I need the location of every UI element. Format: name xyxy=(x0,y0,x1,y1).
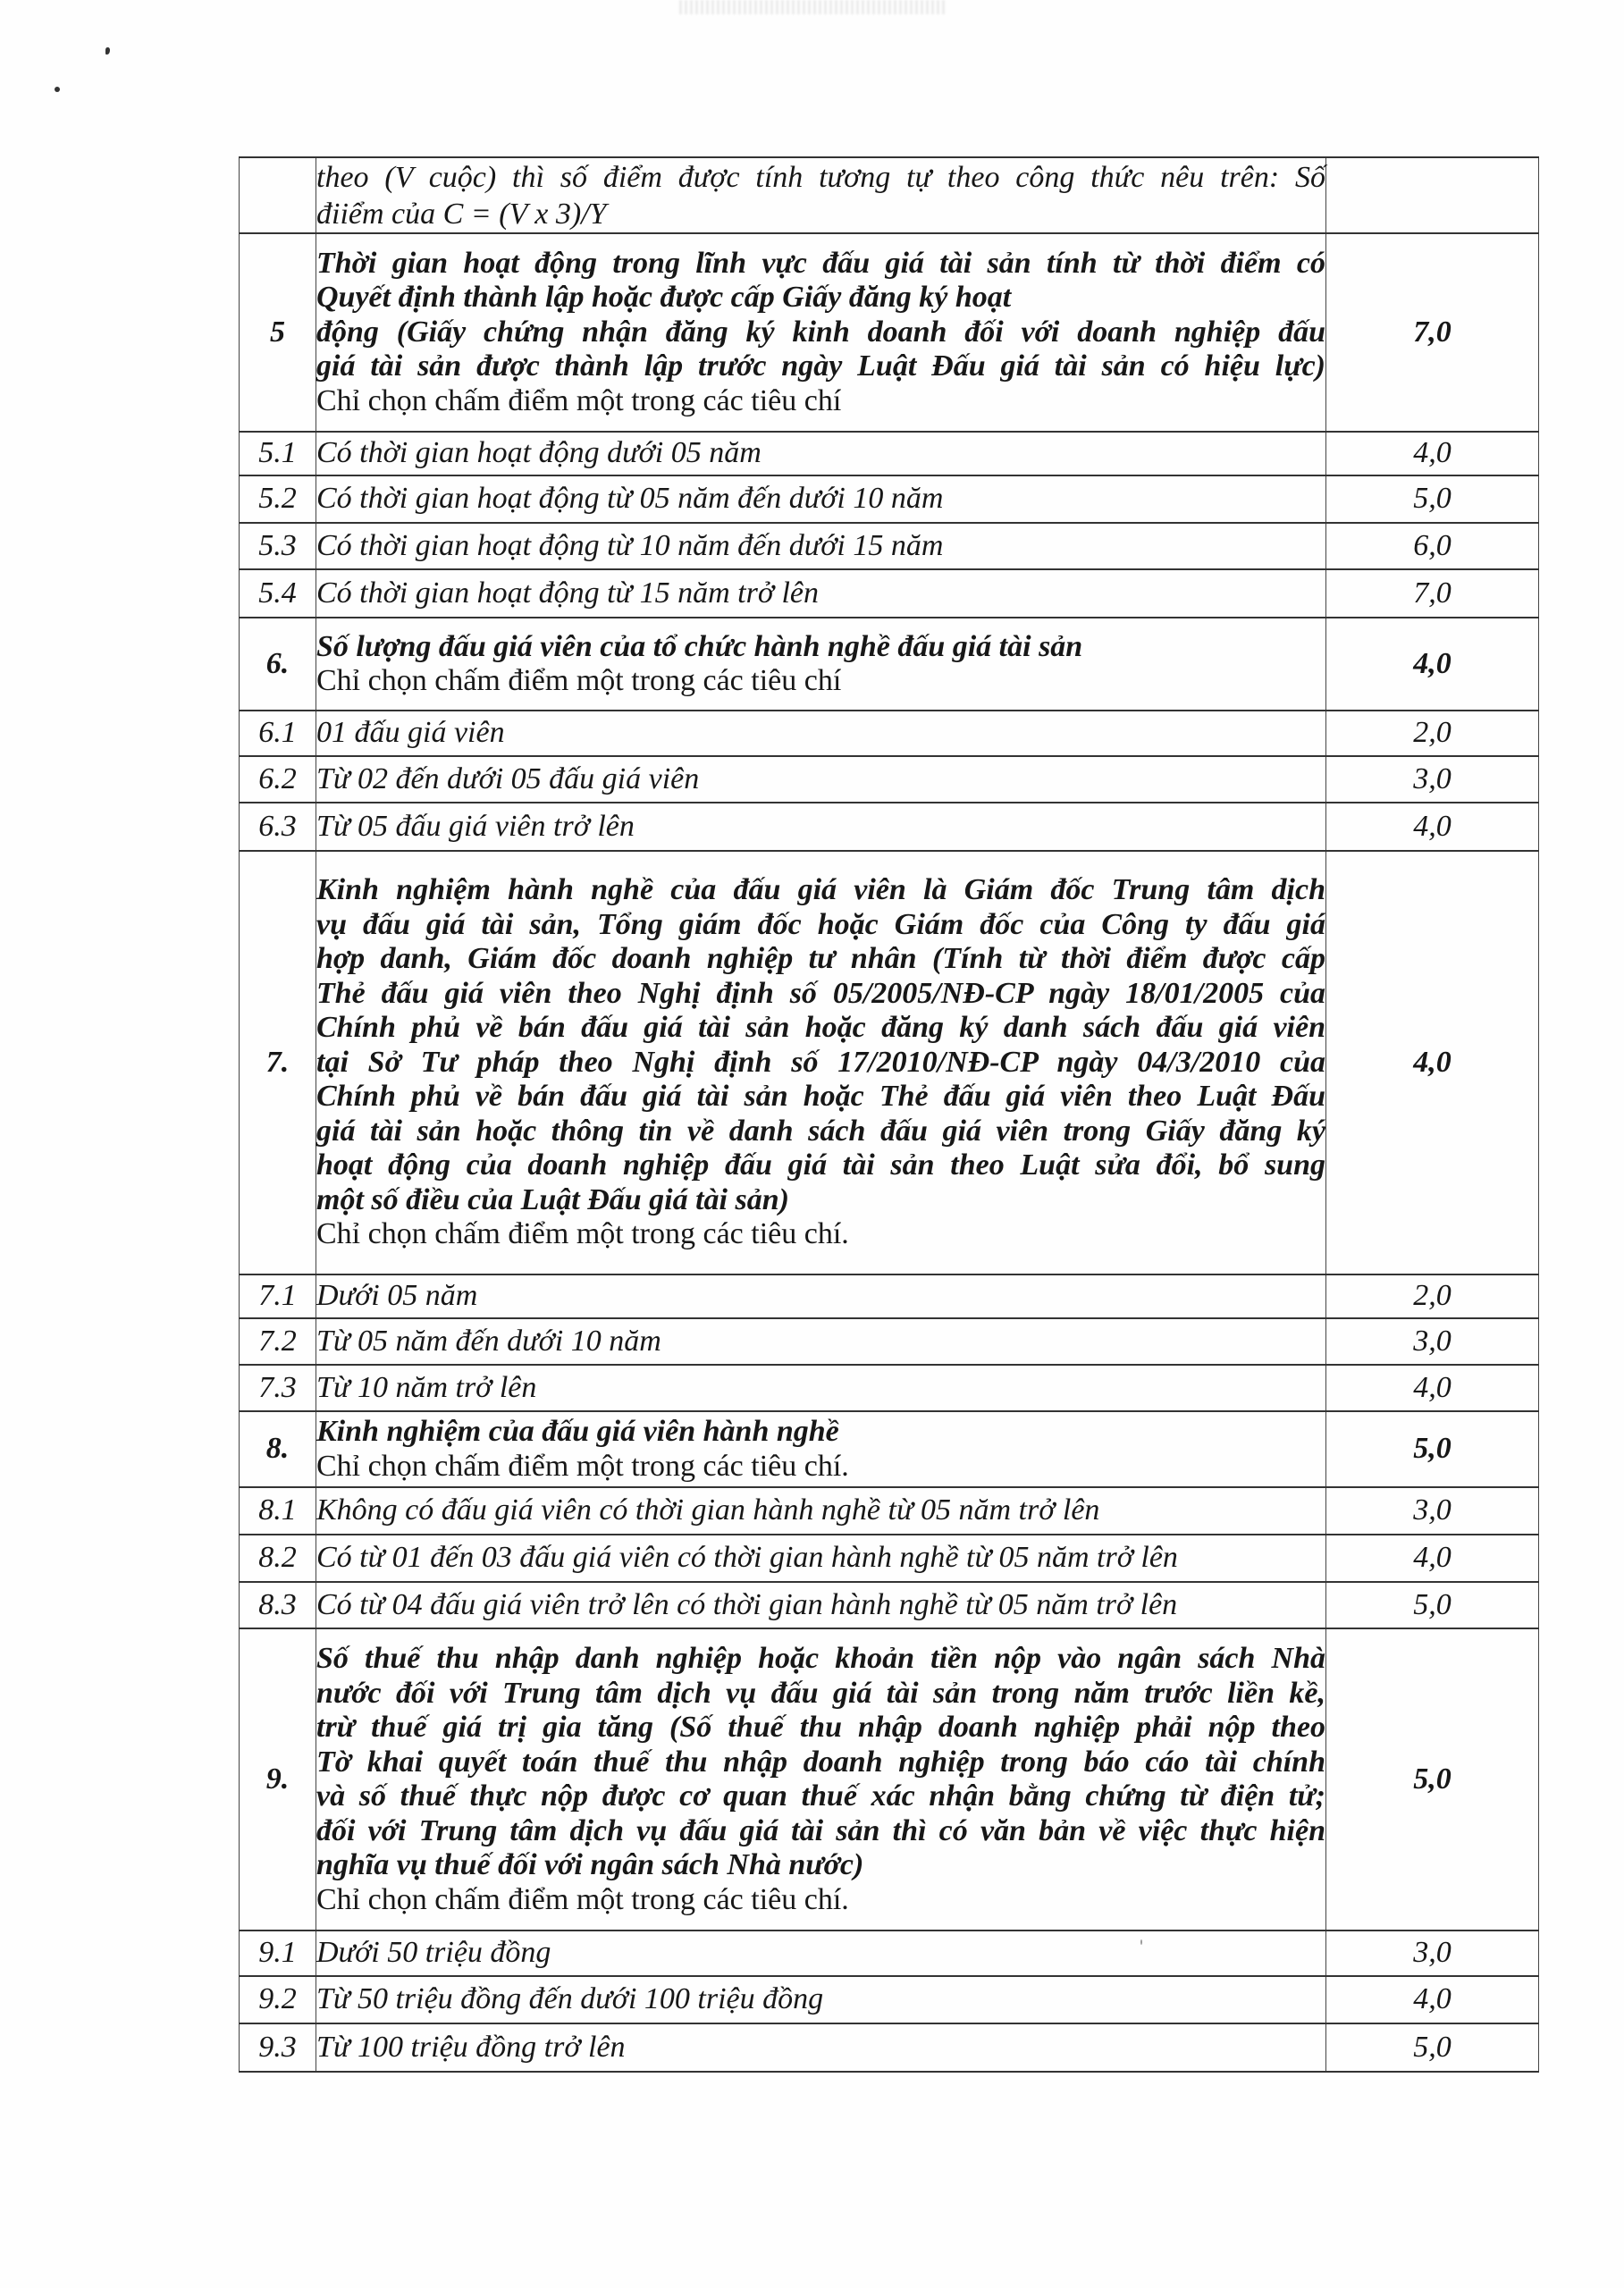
sub-criterion-row xyxy=(240,1365,1539,1411)
sub-criterion-text xyxy=(316,2023,1326,2072)
criterion-row xyxy=(240,1411,1539,1487)
sub-criterion-row xyxy=(240,1582,1539,1628)
sub-criterion-text xyxy=(316,475,1326,523)
criterion-title-line: động (Giấy chứng nhận đăng ký kinh doanh đối với doanh nghiệp đấu xyxy=(316,315,1325,349)
criterion-row xyxy=(240,618,1539,711)
criterion-text xyxy=(316,1628,1326,1930)
criterion-title-line: Kinh nghiệm của đấu giá viên hành nghề xyxy=(316,1415,839,1448)
scoring-criteria-table xyxy=(239,156,1539,2073)
text-line: Có từ 01 đến 03 đấu giá viên có thời gian hành nghề từ 05 năm trở lên xyxy=(316,1541,1178,1575)
criterion-note: Chỉ chọn chấm điểm một trong các tiêu chí xyxy=(316,383,842,417)
criterion-number: 7. xyxy=(240,851,316,1274)
text-line: Có thời gian hoạt động từ 05 năm đến dưới 10 năm xyxy=(316,482,944,516)
sub-criterion-number: 8.2 xyxy=(240,1535,316,1582)
sub-criterion-text xyxy=(316,803,1326,851)
criterion-title-line: giá tài sản được thành lập trước ngày Luật Đấu giá tài sản có hiệu lực) xyxy=(316,349,1325,383)
sub-criterion-number: 5.3 xyxy=(240,523,316,569)
criterion-row xyxy=(240,1628,1539,1930)
criterion-title-line: tại Sở Tư pháp theo Nghị định số 17/2010/NĐ-CP ngày 04/3/2010 của xyxy=(316,1045,1325,1079)
criterion-number: 6. xyxy=(240,618,316,711)
text-line: Có thời gian hoạt động từ 10 năm đến dưới 15 năm xyxy=(316,528,944,562)
sub-criterion-row xyxy=(240,475,1539,523)
text-line: theo (V cuộc) thì số điểm được tính tương tự theo công thức nêu trên: Số xyxy=(316,160,1325,194)
sub-criterion-text xyxy=(316,1487,1326,1535)
score-cell: 5,0 xyxy=(1326,2023,1539,2072)
score-cell: 3,0 xyxy=(1326,1318,1539,1365)
sub-criterion-row xyxy=(240,523,1539,569)
score-cell: 4,0 xyxy=(1326,803,1539,851)
sub-criterion-text xyxy=(316,1535,1326,1582)
score-cell: 4,0 xyxy=(1326,1535,1539,1582)
scan-speck xyxy=(105,47,110,55)
score-cell: 7,0 xyxy=(1326,569,1539,618)
text-line: Từ 100 triệu đồng trở lên xyxy=(316,2030,626,2064)
criterion-text xyxy=(316,233,1326,432)
max-score: 5,0 xyxy=(1326,1411,1539,1487)
criterion-title-line: nghĩa vụ thuế đối với ngân sách Nhà nước) xyxy=(316,1848,864,1881)
sub-criterion-number: 6.1 xyxy=(240,711,316,756)
sub-criterion-number: 7.3 xyxy=(240,1365,316,1411)
sub-criterion-text xyxy=(316,1318,1326,1365)
criterion-number: 5 xyxy=(240,233,316,432)
sub-criterion-row xyxy=(240,1487,1539,1535)
sub-criterion-text xyxy=(316,1930,1326,1976)
criterion-note: Chỉ chọn chấm điểm một trong các tiêu chí. xyxy=(316,1217,849,1251)
criterion-title-line: trừ thuế giá trị gia tăng (Số thuế thu nhập doanh nghiệp phải nộp theo xyxy=(316,1711,1325,1744)
sub-criterion-row xyxy=(240,803,1539,851)
criterion-title-line: Kinh nghiệm hành nghề của đấu giá viên là Giám đốc Trung tâm dịch xyxy=(316,873,1325,907)
sub-criterion-number: 5.1 xyxy=(240,432,316,475)
criterion-title-line: đối với Trung tâm dịch vụ đấu giá tài sản thì có văn bản về việc thực hiện xyxy=(316,1813,1325,1847)
text-line: Dưới 50 triệu đồng xyxy=(316,1936,551,1970)
sub-criterion-number: 6.3 xyxy=(240,803,316,851)
criterion-number: 8. xyxy=(240,1411,316,1487)
sub-criterion-row xyxy=(240,1318,1539,1365)
text-line: Từ 05 đấu giá viên trở lên xyxy=(316,809,635,843)
sub-criterion-number: 7.1 xyxy=(240,1274,316,1318)
score-cell: 5,0 xyxy=(1326,475,1539,523)
criterion-title-line: vụ đấu giá tài sản, Tổng giám đốc hoặc Giám đốc của Công ty đấu giá xyxy=(316,907,1325,941)
sub-criterion-text xyxy=(316,756,1326,803)
sub-criterion-number: 9.1 xyxy=(240,1930,316,1976)
sub-criterion-number: 8.1 xyxy=(240,1487,316,1535)
score-cell xyxy=(1326,157,1539,233)
text-line: Từ 50 triệu đồng đến dưới 100 triệu đồng xyxy=(316,1982,824,2016)
sub-criterion-row xyxy=(240,756,1539,803)
sub-criterion-row xyxy=(240,432,1539,475)
sub-criterion-number: 5.4 xyxy=(240,569,316,618)
text-line: Có từ 04 đấu giá viên trở lên có thời gian hành nghề từ 05 năm trở lên xyxy=(316,1587,1178,1621)
criterion-text xyxy=(316,618,1326,711)
text-line: điiểm của C = (V x 3)/Y xyxy=(316,197,607,231)
score-cell: 2,0 xyxy=(1326,1274,1539,1318)
sub-criterion-number: 9.2 xyxy=(240,1976,316,2023)
text-line: Từ 02 đến dưới 05 đấu giá viên xyxy=(316,761,700,795)
text-line: Từ 10 năm trở lên xyxy=(316,1370,537,1404)
sub-criterion-row xyxy=(240,1976,1539,2023)
criterion-note: Chỉ chọn chấm điểm một trong các tiêu chí xyxy=(316,664,842,697)
max-score: 4,0 xyxy=(1326,851,1539,1274)
sub-criterion-number: 6.2 xyxy=(240,756,316,803)
text-line: Dưới 05 năm xyxy=(316,1279,478,1313)
criterion-title-line: Số thuế thu nhập danh nghiệp hoặc khoản tiền nộp vào ngân sách Nhà xyxy=(316,1642,1325,1675)
sub-criterion-text xyxy=(316,1582,1326,1628)
sub-criterion-text xyxy=(316,432,1326,475)
sub-criterion-text xyxy=(316,523,1326,569)
criterion-title-line: Tờ khai quyết toán thuế thu nhập doanh nghiệp trong báo cáo tài chính xyxy=(316,1745,1325,1779)
text-line: Từ 05 năm đến dưới 10 năm xyxy=(316,1324,661,1358)
sub-criterion-number: 5.2 xyxy=(240,475,316,523)
text-line: Có thời gian hoạt động dưới 05 năm xyxy=(316,436,762,470)
criterion-text xyxy=(316,1411,1326,1487)
sub-criterion-row xyxy=(240,2023,1539,2072)
scan-bleed-through xyxy=(679,0,947,14)
sub-criterion-number: 9.3 xyxy=(240,2023,316,2072)
sub-criterion-text xyxy=(316,711,1326,756)
sub-criterion-row xyxy=(240,711,1539,756)
criterion-title-line: và số thuế thực nộp được cơ quan thuế xác nhận bằng chứng từ điện tử; xyxy=(316,1779,1325,1813)
criterion-row xyxy=(240,851,1539,1274)
text-line: 01 đấu giá viên xyxy=(316,716,505,750)
max-score: 4,0 xyxy=(1326,618,1539,711)
criterion-text xyxy=(316,851,1326,1274)
score-cell: 2,0 xyxy=(1326,711,1539,756)
score-cell: 4,0 xyxy=(1326,1976,1539,2023)
score-cell: 5,0 xyxy=(1326,1582,1539,1628)
max-score: 5,0 xyxy=(1326,1628,1539,1930)
score-cell: 4,0 xyxy=(1326,1365,1539,1411)
continuation-row xyxy=(240,157,1539,233)
criterion-title-line: Chính phủ về bán đấu giá tài sản hoặc đăng ký danh sách đấu giá viên xyxy=(316,1011,1325,1045)
sub-criterion-row xyxy=(240,1535,1539,1582)
criterion-title-line: hợp danh, Giám đốc doanh nghiệp tư nhân (Tính từ thời điểm được cấp xyxy=(316,942,1325,976)
sub-criterion-text xyxy=(316,1274,1326,1318)
criterion-number: 9. xyxy=(240,1628,316,1930)
criterion-title-line: giá tài sản hoặc thông tin về danh sách đấu giá viên trong Giấy đăng ký xyxy=(316,1114,1325,1148)
sub-criterion-text xyxy=(316,1365,1326,1411)
criterion-title-line: nước đối với Trung tâm dịch vụ đấu giá tài sản trong năm trước liền kề, xyxy=(316,1676,1325,1710)
score-cell: 4,0 xyxy=(1326,432,1539,475)
max-score: 7,0 xyxy=(1326,233,1539,432)
criterion-text xyxy=(316,157,1326,233)
sub-criterion-text xyxy=(316,1976,1326,2023)
sub-criterion-number: 7.2 xyxy=(240,1318,316,1365)
criterion-title-line: Số lượng đấu giá viên của tổ chức hành nghề đấu giá tài sản xyxy=(316,629,1083,663)
text-line: Có thời gian hoạt động từ 15 năm trở lên xyxy=(316,576,820,610)
criterion-title-line: Thời gian hoạt động trong lĩnh vực đấu giá tài sản tính từ thời điểm có xyxy=(316,246,1325,280)
scan-speck xyxy=(55,87,60,92)
criterion-note: Chỉ chọn chấm điểm một trong các tiêu chí. xyxy=(316,1882,849,1916)
sub-criterion-text xyxy=(316,569,1326,618)
criterion-note: Chỉ chọn chấm điểm một trong các tiêu chí. xyxy=(316,1449,849,1483)
sub-criterion-row xyxy=(240,1930,1539,1976)
criterion-title-line: hoạt động của doanh nghiệp đấu giá tài sản theo Luật sửa đổi, bổ sung xyxy=(316,1148,1325,1182)
sub-criterion-number: 8.3 xyxy=(240,1582,316,1628)
criterion-title-line: một số điều của Luật Đấu giá tài sản) xyxy=(316,1182,789,1216)
score-cell: 3,0 xyxy=(1326,756,1539,803)
row-number xyxy=(240,157,316,233)
criterion-row xyxy=(240,233,1539,432)
criterion-title-line: Quyết định thành lập hoặc được cấp Giấy đăng ký hoạt xyxy=(316,281,1012,315)
criterion-title-line: Thẻ đấu giá viên theo Nghị định số 05/2005/NĐ-CP ngày 18/01/2005 của xyxy=(316,976,1325,1010)
text-line: Không có đấu giá viên có thời gian hành nghề từ 05 năm trở lên xyxy=(316,1493,1100,1527)
sub-criterion-row xyxy=(240,1274,1539,1318)
score-cell: 6,0 xyxy=(1326,523,1539,569)
criterion-title-line: Chính phủ về bán đấu giá tài sản hoặc Thẻ đấu giá viên theo Luật Đấu xyxy=(316,1080,1325,1114)
sub-criterion-row xyxy=(240,569,1539,618)
score-cell: 3,0 xyxy=(1326,1930,1539,1976)
score-cell: 3,0 xyxy=(1326,1487,1539,1535)
